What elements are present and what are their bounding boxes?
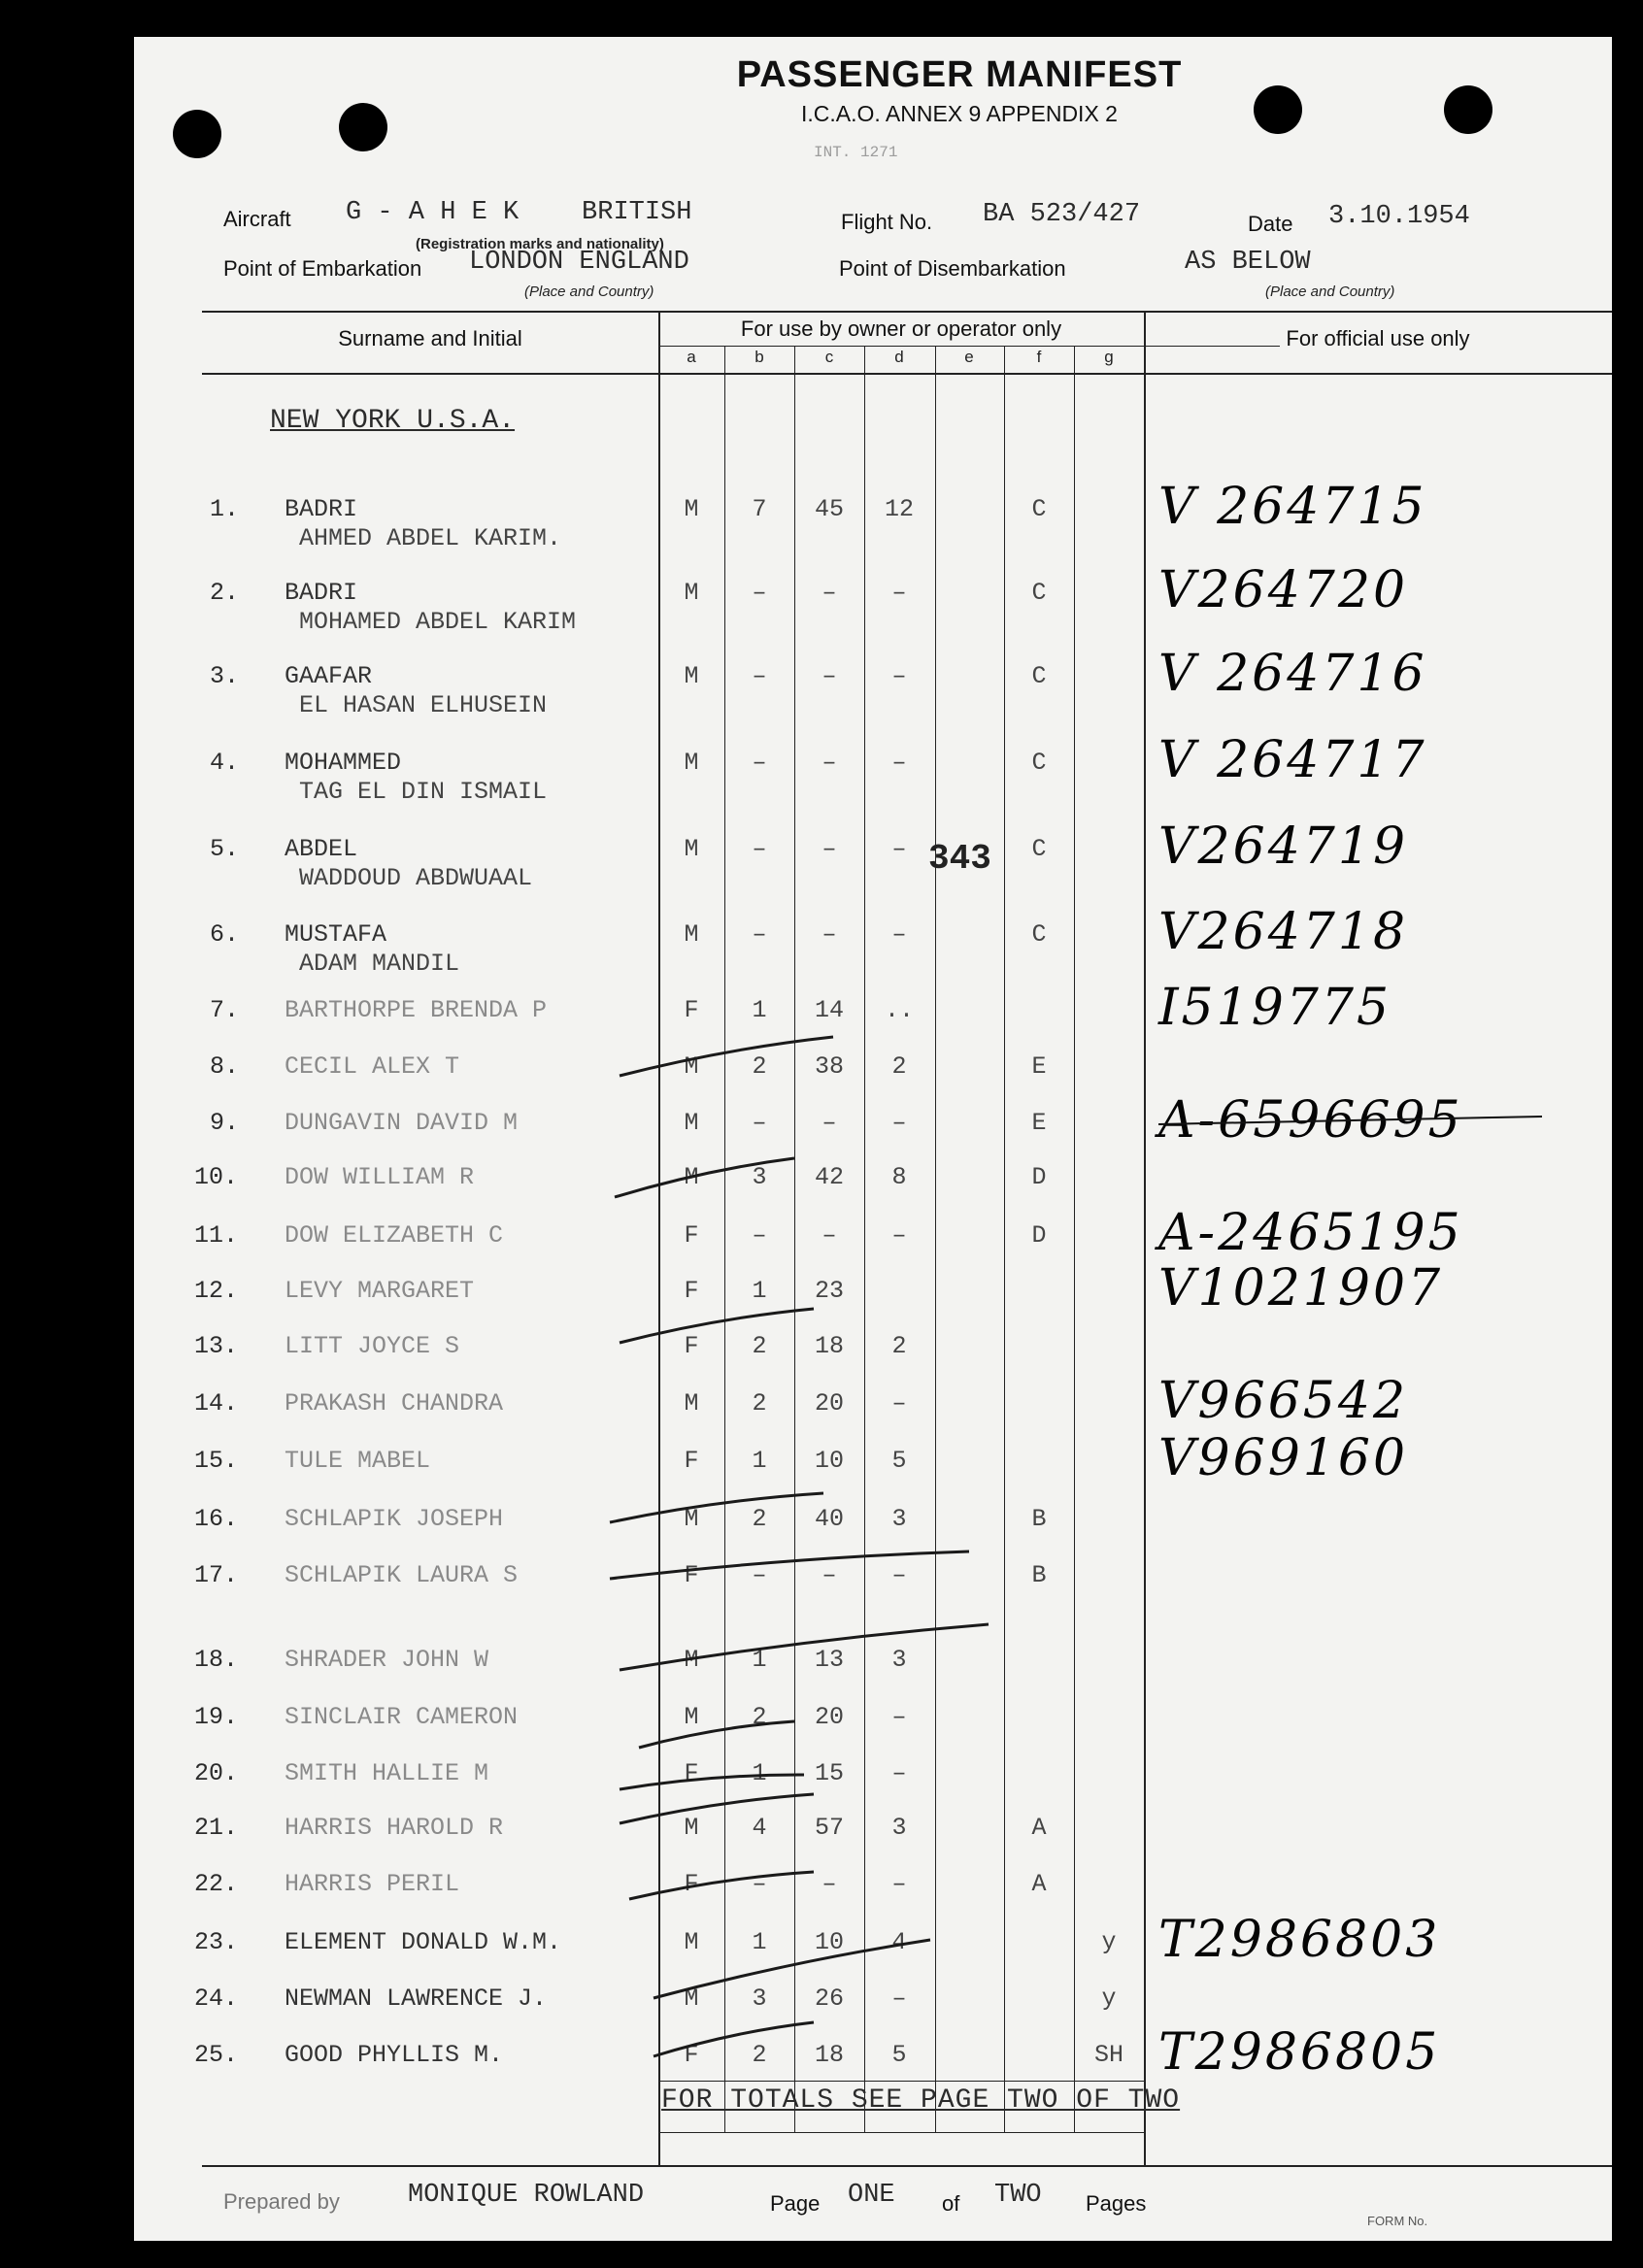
cell-a: M: [684, 1052, 699, 1081]
cell-b: 3: [752, 1984, 767, 2013]
official-passport-number: V264720: [1158, 561, 1409, 619]
cell-f: E: [1031, 1109, 1047, 1137]
surname-col-header: Surname and Initial: [338, 326, 522, 350]
faint-stamp-text: INT. 1271: [814, 144, 898, 161]
cell-b: 2: [752, 2041, 767, 2069]
flight-no-value: BA 523/427: [983, 200, 1141, 229]
manifest-paper: [134, 37, 1612, 2241]
passenger-name: HARRIS PERIL: [285, 1870, 460, 1898]
cell-f: D: [1031, 1221, 1047, 1250]
cell-b: –: [752, 749, 767, 777]
passenger-name: SHRADER JOHN W: [285, 1646, 489, 1674]
passenger-name-line2: EL HASAN ELHUSEIN: [299, 691, 548, 719]
passenger-name: DOW ELIZABETH C: [285, 1221, 504, 1250]
check-mark-stroke: [620, 1309, 814, 1343]
cell-c: 26: [814, 1984, 844, 2013]
passenger-name: PRAKASH CHANDRA: [285, 1389, 504, 1418]
cell-d: 5: [891, 2041, 907, 2069]
row-number: 3.: [210, 662, 240, 690]
passenger-name: MUSTAFA: [285, 920, 387, 949]
disembarkation-value: AS BELOW: [1185, 248, 1311, 277]
official-passport-number: A-6596695: [1158, 1091, 1463, 1150]
page-label: Page: [770, 2191, 821, 2216]
cell-a: M: [684, 835, 699, 863]
cell-f: B: [1031, 1505, 1047, 1533]
page-value: ONE: [848, 2181, 895, 2210]
check-marks-layer: [134, 37, 1612, 2241]
cell-d: –: [891, 662, 907, 690]
official-passport-number: A-2465195: [1158, 1204, 1463, 1262]
row-number: 6.: [210, 920, 240, 949]
check-mark-stroke: [629, 1872, 814, 1899]
cell-a: M: [684, 1814, 699, 1842]
cell-a: M: [684, 1646, 699, 1674]
of-label: of: [942, 2191, 960, 2216]
cell-c: 42: [814, 1163, 844, 1191]
disembarkation-label: Point of Disembarkation: [839, 256, 1066, 281]
cell-b: 2: [752, 1703, 767, 1731]
passenger-name-line2: ADAM MANDIL: [299, 950, 460, 978]
official-passport-number: V969160: [1158, 1429, 1409, 1487]
cell-c: –: [822, 1870, 837, 1898]
cell-c: 40: [814, 1505, 844, 1533]
cell-b: 1: [752, 1277, 767, 1305]
cell-f: C: [1031, 835, 1047, 863]
passenger-name: DUNGAVIN DAVID M: [285, 1109, 519, 1137]
passenger-name: DOW WILLIAM R: [285, 1163, 475, 1191]
embarkation-value: LONDON ENGLAND: [469, 248, 689, 277]
cell-b: 2: [752, 1389, 767, 1418]
cell-f: E: [1031, 1052, 1047, 1081]
row-number: 14.: [194, 1389, 239, 1418]
row-number: 22.: [194, 1870, 239, 1898]
cell-d: –: [891, 1870, 907, 1898]
cell-d: –: [891, 1759, 907, 1787]
official-passport-number: V264719: [1158, 817, 1409, 876]
cell-b: –: [752, 1870, 767, 1898]
subcol-letter-f: f: [1036, 348, 1042, 366]
cell-d: –: [891, 835, 907, 863]
official-passport-number: T2986803: [1158, 1911, 1441, 1969]
passenger-name: CECIL ALEX T: [285, 1052, 460, 1081]
cell-d: 8: [891, 1163, 907, 1191]
cell-f: B: [1031, 1561, 1047, 1589]
cell-c: –: [822, 1561, 837, 1589]
cell-c: 13: [814, 1646, 844, 1674]
subcol-letter-e: e: [964, 348, 974, 366]
row-number: 11.: [194, 1221, 239, 1250]
cell-a: F: [684, 1277, 699, 1305]
cell-d: –: [891, 579, 907, 607]
cell-a: M: [684, 749, 699, 777]
cell-a: F: [684, 996, 699, 1024]
cell-b: –: [752, 1221, 767, 1250]
passenger-name-line2: TAG EL DIN ISMAIL: [299, 778, 548, 806]
row-number: 24.: [194, 1984, 239, 2013]
check-mark-stroke: [620, 1037, 833, 1076]
cell-a: M: [684, 1505, 699, 1533]
row-number: 16.: [194, 1505, 239, 1533]
official-passport-number: V 264717: [1158, 731, 1427, 789]
cell-a: M: [684, 920, 699, 949]
row-number: 13.: [194, 1332, 239, 1360]
cell-b: –: [752, 579, 767, 607]
cell-b: 2: [752, 1505, 767, 1533]
date-label: Date: [1248, 212, 1293, 236]
passenger-name-line2: AHMED ABDEL KARIM.: [299, 524, 562, 552]
cell-d: –: [891, 1984, 907, 2013]
totals-note: FOR TOTALS SEE PAGE TWO OF TWO: [661, 2085, 1181, 2116]
cell-a: M: [684, 495, 699, 523]
cell-a: F: [684, 1221, 699, 1250]
cell-c: –: [822, 920, 837, 949]
registration-note: (Registration marks and nationality): [416, 236, 664, 252]
cell-g: SH: [1093, 2041, 1123, 2069]
date-value: 3.10.1954: [1328, 202, 1470, 231]
official-col-header: For official use only: [1286, 326, 1470, 350]
passenger-name: GOOD PHYLLIS M.: [285, 2041, 504, 2069]
passenger-name: SINCLAIR CAMERON: [285, 1703, 519, 1731]
pages-label: Pages: [1086, 2191, 1147, 2216]
check-mark-stroke: [615, 1158, 794, 1197]
cell-d: –: [891, 749, 907, 777]
cell-d: 2: [891, 1332, 907, 1360]
passenger-name: TULE MABEL: [285, 1447, 431, 1475]
cell-c: –: [822, 1109, 837, 1137]
cell-c: 45: [814, 495, 844, 523]
cell-d: 5: [891, 1447, 907, 1475]
flight-no-label: Flight No.: [841, 210, 933, 234]
passenger-name: BADRI: [285, 495, 358, 523]
disembark-place-note: (Place and Country): [1265, 284, 1395, 300]
cell-a: M: [684, 579, 699, 607]
passenger-name: SMITH HALLIE M: [285, 1759, 489, 1787]
cell-b: –: [752, 1109, 767, 1137]
cell-d: –: [891, 920, 907, 949]
cell-c: 15: [814, 1759, 844, 1787]
row-number: 12.: [194, 1277, 239, 1305]
cell-f: C: [1031, 920, 1047, 949]
cell-a: F: [684, 1561, 699, 1589]
check-mark-stroke: [654, 1940, 930, 1998]
check-mark-stroke: [620, 1775, 804, 1789]
cell-b: 4: [752, 1814, 767, 1842]
passenger-name: ELEMENT DONALD W.M.: [285, 1928, 562, 1956]
cell-a: M: [684, 1389, 699, 1418]
cell-f: A: [1031, 1814, 1047, 1842]
cell-a: M: [684, 1928, 699, 1956]
cell-f: C: [1031, 749, 1047, 777]
cell-c: 23: [814, 1277, 844, 1305]
check-mark-stroke: [620, 1624, 989, 1670]
aircraft-value: G - A H E K BRITISH: [346, 198, 692, 227]
cell-a: F: [684, 1870, 699, 1898]
handwritten-underline: [1158, 1117, 1542, 1124]
row-number: 20.: [194, 1759, 239, 1787]
cell-d: –: [891, 1703, 907, 1731]
cell-d: –: [891, 1221, 907, 1250]
cell-b: 3: [752, 1163, 767, 1191]
cell-d: ..: [884, 996, 914, 1024]
passenger-name: SCHLAPIK LAURA S: [285, 1561, 519, 1589]
cell-b: 1: [752, 1928, 767, 1956]
cell-c: 10: [814, 1447, 844, 1475]
passenger-name: HARRIS HAROLD R: [285, 1814, 504, 1842]
cell-c: 20: [814, 1389, 844, 1418]
cell-b: –: [752, 835, 767, 863]
official-passport-number: V1021907: [1158, 1259, 1444, 1317]
passenger-name: BARTHORPE BRENDA P: [285, 996, 548, 1024]
cell-b: 1: [752, 996, 767, 1024]
cell-a: F: [684, 1447, 699, 1475]
passenger-name: BADRI: [285, 579, 358, 607]
official-passport-number: V 264715: [1158, 478, 1427, 536]
cell-c: 20: [814, 1703, 844, 1731]
cell-a: F: [684, 1759, 699, 1787]
subcol-letter-b: b: [754, 348, 764, 366]
cell-a: M: [684, 1703, 699, 1731]
row-number: 25.: [194, 2041, 239, 2069]
cell-b: 2: [752, 1332, 767, 1360]
owner-col-header: For use by owner or operator only: [740, 317, 1062, 341]
official-passport-number: T2986805: [1158, 2023, 1441, 2082]
cell-b: 2: [752, 1052, 767, 1081]
cell-a: M: [684, 1984, 699, 2013]
passenger-name: NEWMAN LAWRENCE J.: [285, 1984, 548, 2013]
check-mark-stroke: [610, 1493, 823, 1522]
subcol-letter-c: c: [824, 348, 834, 366]
cell-g: y: [1101, 1984, 1117, 2013]
cell-c: 14: [814, 996, 844, 1024]
cell-b: 1: [752, 1447, 767, 1475]
row-number: 21.: [194, 1814, 239, 1842]
cell-b: 1: [752, 1759, 767, 1787]
cell-f: C: [1031, 579, 1047, 607]
row-number: 17.: [194, 1561, 239, 1589]
passenger-name-line2: WADDOUD ABDWUAAL: [299, 864, 533, 892]
cell-c: 57: [814, 1814, 844, 1842]
cell-b: –: [752, 920, 767, 949]
subcol-letter-g: g: [1104, 348, 1114, 366]
cell-c: 18: [814, 1332, 844, 1360]
check-mark-stroke: [610, 1551, 969, 1579]
row-number: 10.: [194, 1163, 239, 1191]
cell-a: M: [684, 662, 699, 690]
row-number: 1.: [210, 495, 240, 523]
passenger-name-line2: MOHAMED ABDEL KARIM: [299, 608, 577, 636]
cell-d: 4: [891, 1928, 907, 1956]
passenger-name: SCHLAPIK JOSEPH: [285, 1505, 504, 1533]
stamp-number: 343: [928, 839, 991, 879]
embark-place-note: (Place and Country): [524, 284, 654, 300]
cell-b: –: [752, 1561, 767, 1589]
row-number: 8.: [210, 1052, 240, 1081]
row-number: 5.: [210, 835, 240, 863]
cell-c: 10: [814, 1928, 844, 1956]
passenger-name: LEVY MARGARET: [285, 1277, 475, 1305]
cell-f: C: [1031, 495, 1047, 523]
row-number: 7.: [210, 996, 240, 1024]
cell-a: M: [684, 1163, 699, 1191]
row-number: 9.: [210, 1109, 240, 1137]
cell-b: 1: [752, 1646, 767, 1674]
passenger-name: LITT JOYCE S: [285, 1332, 460, 1360]
cell-f: D: [1031, 1163, 1047, 1191]
cell-c: –: [822, 662, 837, 690]
check-mark-stroke: [639, 1721, 794, 1748]
aircraft-label: Aircraft: [223, 207, 291, 231]
cell-d: 12: [884, 495, 914, 523]
official-passport-number: V264718: [1158, 903, 1409, 961]
cell-f: A: [1031, 1870, 1047, 1898]
cell-d: 2: [891, 1052, 907, 1081]
cell-b: 7: [752, 495, 767, 523]
prepared-by-value: MONIQUE ROWLAND: [408, 2181, 645, 2210]
cell-a: M: [684, 1109, 699, 1137]
cell-c: –: [822, 749, 837, 777]
check-mark-stroke: [654, 2022, 814, 2056]
cell-b: –: [752, 662, 767, 690]
passenger-name: MOHAMMED: [285, 749, 402, 777]
cell-d: –: [891, 1389, 907, 1418]
cell-a: F: [684, 2041, 699, 2069]
prepared-by-label: Prepared by: [223, 2189, 340, 2214]
destination-heading: NEW YORK U.S.A.: [270, 406, 516, 436]
cell-c: –: [822, 579, 837, 607]
of-value: TWO: [994, 2181, 1042, 2210]
official-passport-number: V 264716: [1158, 645, 1427, 703]
row-number: 15.: [194, 1447, 239, 1475]
cell-d: 3: [891, 1646, 907, 1674]
row-number: 18.: [194, 1646, 239, 1674]
cell-c: 18: [814, 2041, 844, 2069]
cell-d: –: [891, 1561, 907, 1589]
cell-c: –: [822, 835, 837, 863]
official-passport-number: V966542: [1158, 1372, 1409, 1430]
row-number: 4.: [210, 749, 240, 777]
cell-d: –: [891, 1109, 907, 1137]
page-title: PASSENGER MANIFEST: [736, 54, 1183, 95]
subcol-letter-a: a: [687, 348, 696, 366]
row-number: 19.: [194, 1703, 239, 1731]
passenger-name: GAAFAR: [285, 662, 373, 690]
cell-c: 38: [814, 1052, 844, 1081]
row-number: 23.: [194, 1928, 239, 1956]
official-passport-number: I519775: [1158, 979, 1392, 1037]
subcol-letter-d: d: [894, 348, 904, 366]
cell-a: F: [684, 1332, 699, 1360]
check-mark-stroke: [620, 1794, 814, 1823]
cell-f: C: [1031, 662, 1047, 690]
embarkation-label: Point of Embarkation: [223, 256, 422, 281]
row-number: 2.: [210, 579, 240, 607]
form-number: FORM No.: [1367, 2214, 1428, 2228]
cell-c: –: [822, 1221, 837, 1250]
cell-d: 3: [891, 1505, 907, 1533]
page-subtitle: I.C.A.O. ANNEX 9 APPENDIX 2: [801, 101, 1118, 126]
cell-g: y: [1101, 1928, 1117, 1956]
passenger-name: ABDEL: [285, 835, 358, 863]
cell-d: 3: [891, 1814, 907, 1842]
